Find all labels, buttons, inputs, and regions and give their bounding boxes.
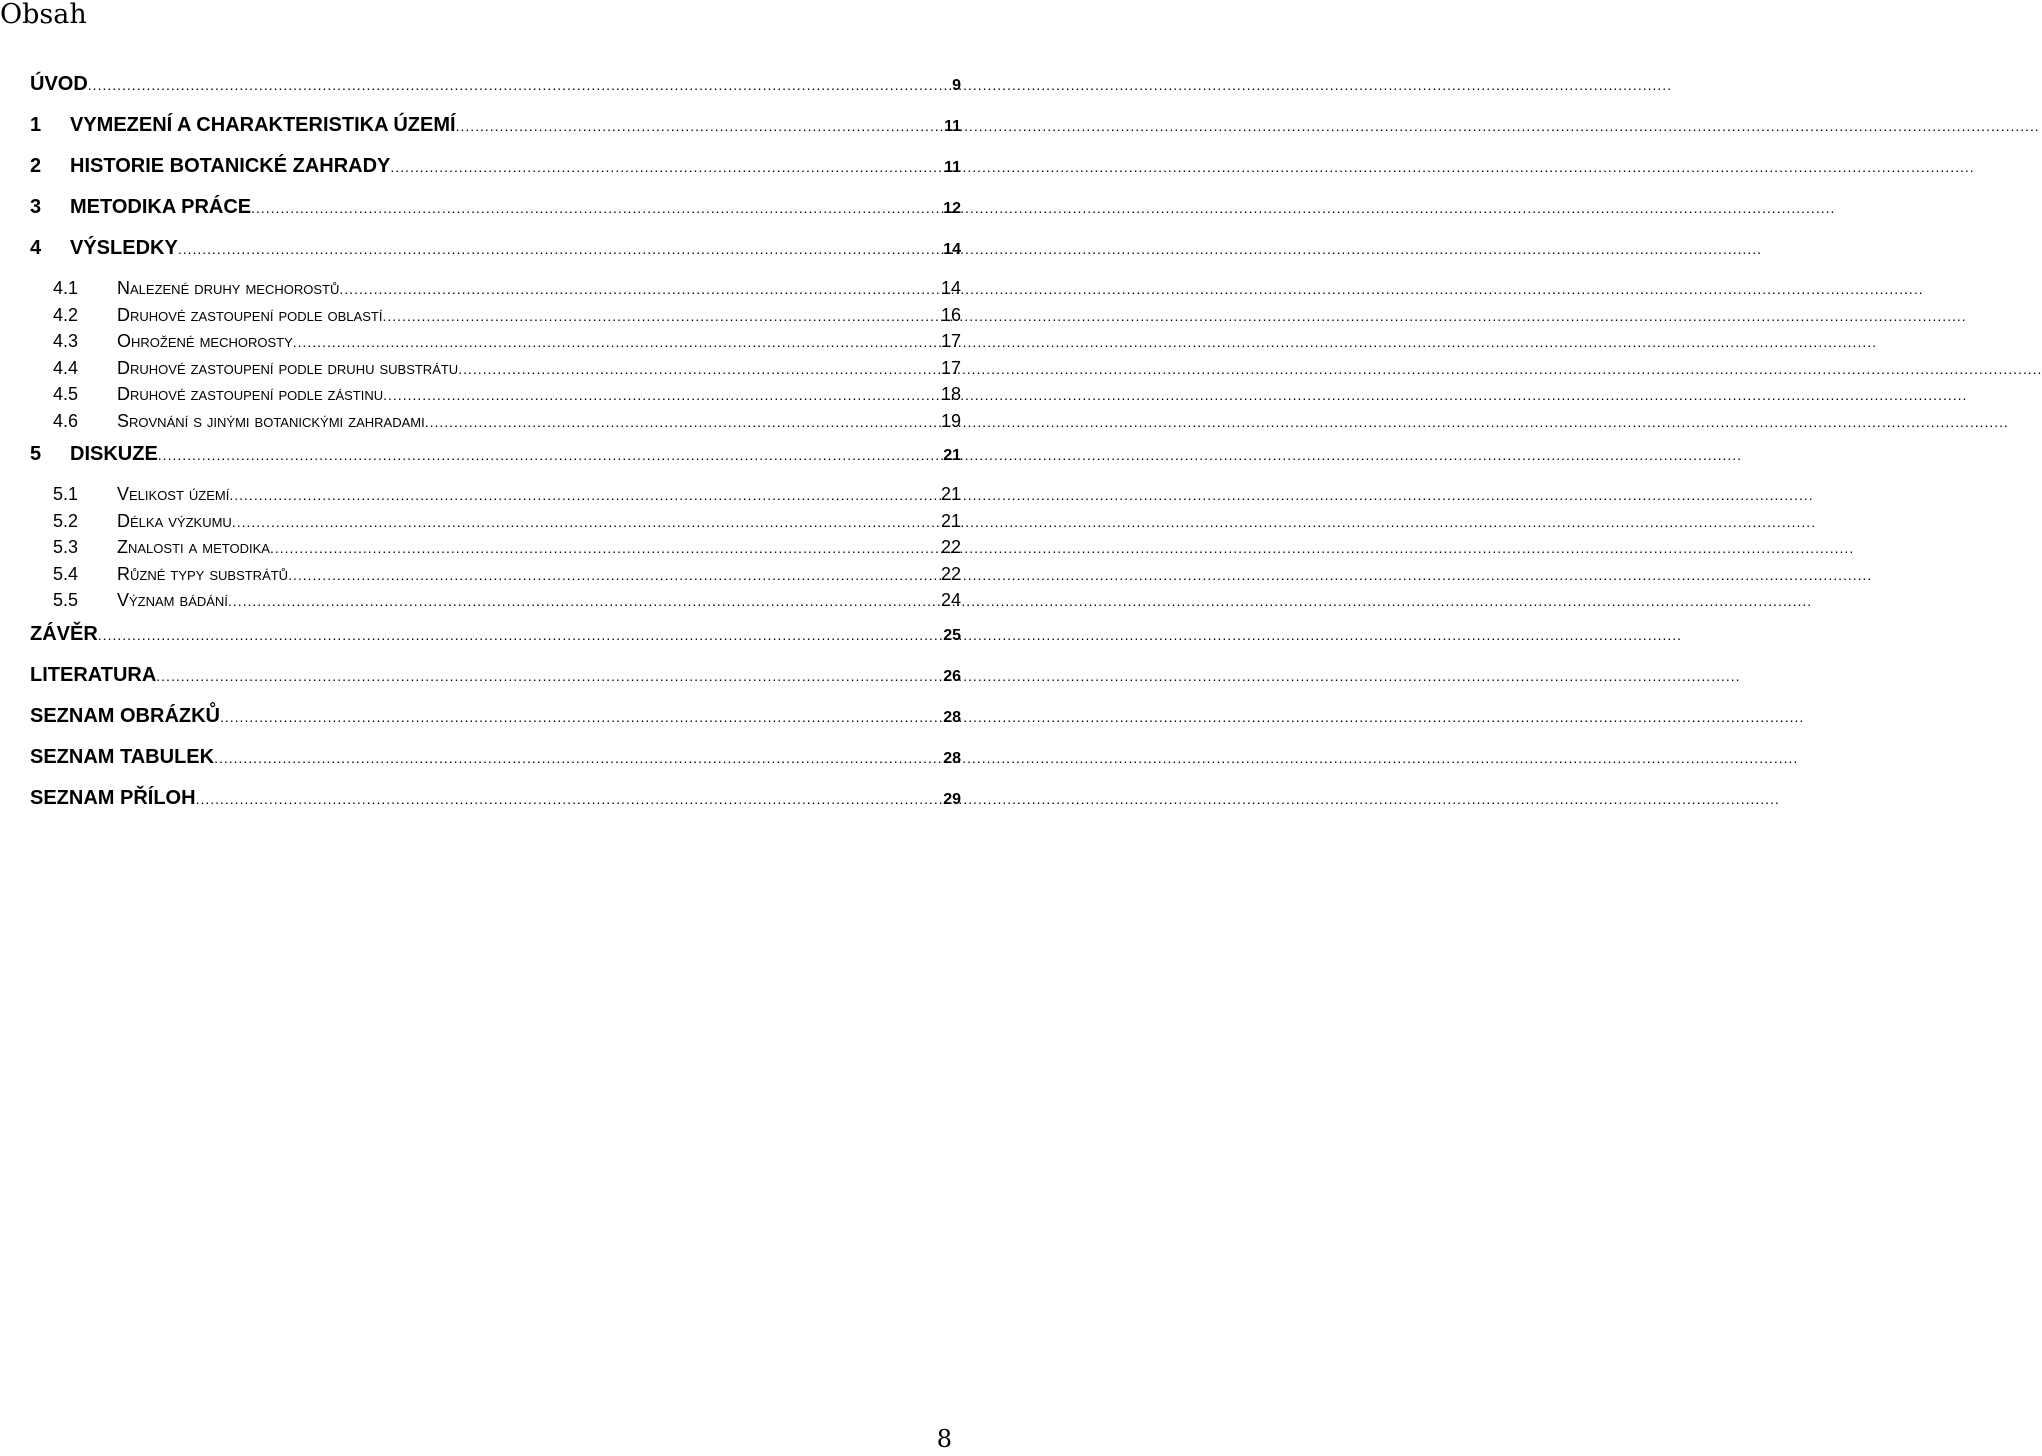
dot-leader — [456, 106, 943, 147]
toc-entry-page: 9 — [952, 77, 961, 94]
toc-entry-5[interactable] — [30, 434, 961, 475]
toc-entry-title: VÝSLEDKY — [70, 237, 178, 259]
dot-leader — [228, 588, 939, 615]
toc-entry-page: 22 — [940, 563, 961, 584]
toc-entry-title: SEZNAM OBRÁZKŮ — [30, 704, 220, 727]
toc-entry-seznam-tabulek[interactable] — [30, 737, 961, 778]
toc-entry-page: 28 — [943, 749, 961, 767]
toc-entry-number: 4.5 — [53, 384, 79, 404]
toc-entry-page: 22 — [940, 537, 961, 557]
toc-entry-2[interactable] — [30, 146, 961, 187]
toc-entry-1[interactable] — [30, 105, 961, 146]
toc-entry-title: nalezené druhy mechorostů — [117, 278, 340, 298]
toc-entry-page: 14 — [943, 241, 961, 258]
toc-entry-page: 21 — [943, 447, 961, 464]
toc-entry-4-5[interactable] — [30, 381, 961, 408]
toc-entry-page: 16 — [940, 304, 961, 325]
toc-entry-4-4[interactable] — [30, 355, 961, 382]
dot-leader — [232, 509, 939, 536]
toc-entry-page: 14 — [940, 278, 961, 298]
toc-entry-4-2[interactable] — [30, 302, 961, 329]
toc-entry-number: 5.5 — [53, 590, 79, 610]
toc-entry-number: 4.3 — [53, 331, 79, 351]
toc-entry-title: různé typy substrátů — [117, 563, 289, 584]
toc-entry-4-1[interactable] — [30, 275, 961, 302]
toc-entry-title: význam bádání — [117, 590, 228, 610]
dot-leader — [288, 562, 939, 589]
toc-entry-title: HISTORIE BOTANICKÉ ZAHRADY — [70, 155, 391, 177]
toc-entry-number: 4.2 — [53, 304, 79, 325]
toc-entry-number: 1 — [30, 114, 42, 136]
toc-entry-page: 18 — [940, 384, 961, 404]
toc-entry-number: 4.6 — [53, 410, 79, 431]
toc-entry-title: ZÁVĚR — [30, 622, 98, 645]
toc-entry-page: 11 — [944, 118, 961, 135]
toc-entry-page: 21 — [940, 510, 961, 531]
toc-entry-page: 29 — [943, 790, 961, 808]
toc-entry-4-6[interactable] — [30, 408, 961, 435]
toc-entry-page: 26 — [943, 667, 961, 685]
dot-leader — [458, 356, 939, 383]
toc-entry-4[interactable] — [30, 228, 961, 269]
toc-entry-number: 5 — [30, 443, 42, 465]
dot-leader — [196, 779, 942, 820]
toc-entry-title: VYMEZENÍ A CHARAKTERISTIKA ÚZEMÍ — [70, 114, 456, 136]
dot-leader — [382, 303, 939, 330]
toc-entry-number: 5.2 — [53, 510, 79, 531]
toc-entry-page: 12 — [943, 200, 961, 217]
dot-leader — [251, 188, 941, 229]
toc-entry-page: 17 — [940, 357, 961, 378]
toc-entry-5-3[interactable] — [30, 534, 961, 561]
toc-entry-5-5[interactable] — [30, 587, 961, 614]
toc-entry-literatura[interactable] — [30, 655, 961, 696]
toc-entry-uvod[interactable] — [30, 64, 961, 105]
toc-entry-5-2[interactable] — [30, 508, 961, 535]
page-number: 8 — [936, 1425, 952, 1453]
toc-entry-title: ÚVOD — [30, 73, 88, 95]
toc-entry-title: druhové zastoupení podle oblastí — [117, 304, 383, 325]
dot-leader — [214, 738, 941, 779]
toc-entry-title: ohrožené mechorosty — [117, 331, 293, 351]
toc-entry-page: 11 — [944, 159, 961, 176]
toc-entry-number: 4 — [30, 237, 42, 259]
dot-leader — [390, 147, 942, 188]
dot-leader — [383, 382, 939, 409]
toc-entry-number: 5.4 — [53, 563, 79, 584]
toc-entry-title: velikost území — [117, 484, 230, 504]
dot-leader — [178, 229, 941, 270]
toc-entry-title: DISKUZE — [70, 443, 158, 465]
dot-leader — [220, 697, 941, 738]
dot-leader — [293, 329, 939, 356]
dot-leader — [339, 276, 939, 303]
dot-leader — [88, 65, 950, 106]
toc-entry-title: druhové zastoupení podle druhu substrátu — [117, 357, 459, 378]
toc-entry-number: 5.1 — [53, 484, 79, 504]
toc-entry-4-3[interactable] — [30, 328, 961, 355]
toc-entry-title: srovnání s jinými botanickými zahradami — [117, 410, 425, 431]
toc-entry-zaver[interactable] — [30, 614, 961, 655]
toc-entry-title: METODIKA PRÁCE — [70, 196, 252, 218]
dot-leader — [229, 482, 939, 509]
toc-entry-title: délka výzkumu — [117, 510, 232, 531]
toc-entry-number: 5.3 — [53, 537, 79, 557]
toc-entry-page: 28 — [943, 708, 961, 726]
toc-entry-title: LITERATURA — [30, 663, 157, 686]
toc-entry-page: 24 — [940, 590, 961, 610]
toc-entry-number: 4.4 — [53, 357, 79, 378]
toc-entry-number: 3 — [30, 196, 42, 218]
table-of-contents — [30, 64, 961, 819]
dot-leader — [425, 409, 939, 436]
toc-entry-page: 25 — [943, 626, 961, 644]
toc-entry-seznam-priloh[interactable] — [30, 778, 961, 819]
toc-entry-3[interactable] — [30, 187, 961, 228]
toc-entry-title: znalosti a metodika — [117, 537, 270, 557]
page-title: Obsah — [0, 0, 87, 30]
dot-leader — [270, 535, 939, 562]
toc-entry-page: 21 — [940, 484, 961, 504]
toc-entry-number: 4.1 — [53, 278, 79, 298]
toc-entry-5-1[interactable] — [30, 481, 961, 508]
toc-entry-page: 17 — [940, 331, 961, 351]
dot-leader — [156, 656, 941, 697]
toc-entry-title: SEZNAM TABULEK — [30, 745, 215, 768]
toc-entry-seznam-obrazku[interactable] — [30, 696, 961, 737]
toc-entry-page: 19 — [940, 410, 961, 431]
dot-leader — [158, 435, 941, 476]
toc-entry-5-4[interactable] — [30, 561, 961, 588]
dot-leader — [98, 615, 941, 656]
toc-entry-title: druhové zastoupení podle zástinu — [117, 384, 384, 404]
toc-entry-number: 2 — [30, 155, 42, 177]
toc-entry-title: SEZNAM PŘÍLOH — [30, 786, 196, 809]
